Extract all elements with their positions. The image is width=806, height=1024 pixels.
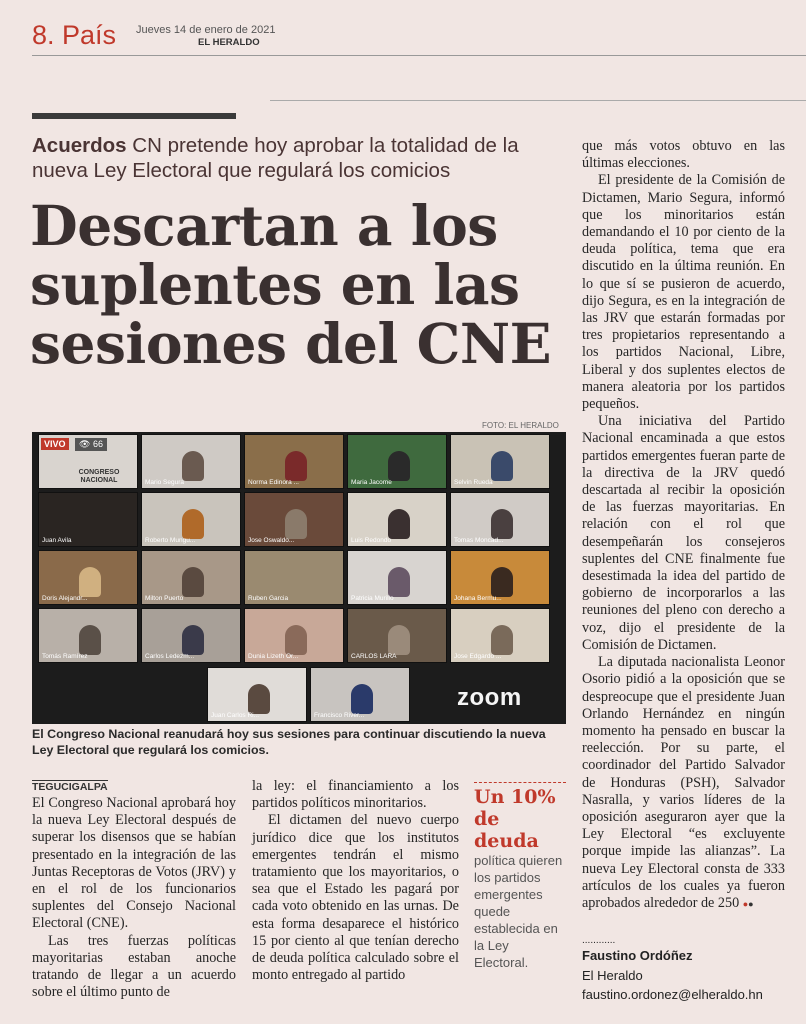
video-tile: Ruben Garcia — [244, 550, 344, 605]
paragraph: Las tres fuerzas políticas mayoritarias estaban anoche tratando de llegar a un acuerdo sobre el último punto de — [32, 932, 236, 1001]
paragraph: la ley: el financiamiento a los partidos políticos minoritarios. — [252, 778, 459, 812]
video-tile: Tomas Moncad... — [450, 492, 550, 547]
video-tile: Milton Puerto — [141, 550, 241, 605]
video-tile: Selvin Rueda — [450, 434, 550, 489]
headline-line-1: Descartan a los — [30, 193, 498, 258]
paragraph: Una iniciativa del Partido Nacional encaminada a que estos partidos emergentes fueran parte de la directiva de la JRV quedó descartada al recibir la oposición de las fuerzas mayoritarias. En relación con el rol que desempeñarán los consejeros suplentes del CNE finalmente fue desestimada la idea del partido de gobierno de incorporarlos a las reuniones del pleno con derecho a voz, dijo el presidente de la Comisión de Dictamen. — [582, 413, 785, 653]
video-tile: Luis Redondo — [347, 492, 447, 547]
paper-name: EL HERALDO — [198, 37, 260, 48]
headline-line-2: suplentes en las — [30, 252, 520, 317]
video-tile: Johana Bermu... — [450, 550, 550, 605]
header-rule — [32, 55, 806, 56]
article-column-2 — [252, 778, 459, 984]
video-tile: Norma Edinora ... — [244, 434, 344, 489]
video-tile: Francisco River... — [310, 667, 410, 722]
zoom-logo: zoom — [457, 684, 522, 711]
photo-credit: FOTO: EL HERALDO — [482, 421, 559, 430]
video-tile: Dunia Lizeth Or... — [244, 608, 344, 663]
video-tile: Mario Segura — [141, 434, 241, 489]
dateline: TEGUCIGALPA — [32, 781, 108, 793]
video-tile: Juan Carlos Ri... — [207, 667, 307, 722]
video-tile: Jose Oswaldo... — [244, 492, 344, 547]
video-tile: Juan Avila — [38, 492, 138, 547]
article-column-1 — [32, 795, 236, 1001]
author-email: faustino.ordonez@elheraldo.hn — [582, 987, 763, 1002]
viewer-count: 👁 66 — [75, 438, 107, 451]
kicker-tag: Acuerdos — [32, 134, 127, 157]
video-tile: Doris Alejandr... — [38, 550, 138, 605]
article-column-3 — [582, 138, 785, 913]
paragraph: El presidente de la Comisión de Dictamen, Mario Segura, informó que los minoritarios están demandando el 10 por ciento de la deuda política, tema que era discutido en la última reunión. En lo que sí se pusieron de acuerdo, dijo Segura, es en la integración de las JRV que estarán formadas por tres propietarios representando a los partidos Nacional, Libre, Liberal y dos suplentes electos de manera aleatoria por los partidos pequeños. — [582, 172, 785, 413]
video-tile-logo — [38, 434, 138, 489]
author-outlet: El Heraldo — [582, 968, 643, 983]
headline — [30, 193, 570, 376]
video-tile: CARLOS LARA — [347, 608, 447, 663]
video-tile: Maria Jacome — [347, 434, 447, 489]
video-tile: Patricia Murillo — [347, 550, 447, 605]
end-marks-icon: ● — [742, 898, 749, 909]
video-tile: Carlos Ledezm... — [141, 608, 241, 663]
author-name: Faustino Ordóñez — [582, 948, 693, 963]
paragraph: El Congreso Nacional aprobará hoy la nueva Ley Electoral después de superar los disensos que se habían presentado en la integración de las Juntas Receptoras de Votos (JRV) y en el rol de los funcionarios suplentes del Consejo Nacional Electoral (CNE). — [32, 795, 236, 932]
byline-dots: ............ — [582, 935, 616, 946]
video-tile: Jose Edgardo ... — [450, 608, 550, 663]
headline-line-3: sesiones del CNE — [30, 311, 552, 376]
photo-caption: El Congreso Nacional reanudará hoy sus sesiones para continuar discutiendo la nueva Ley Electoral que regulará los comicios. — [32, 727, 546, 757]
pullquote — [474, 782, 566, 971]
video-tile: Tomás Ramírez — [38, 608, 138, 663]
section-title: 8. País — [32, 20, 117, 50]
kicker-text: CN pretende hoy aprobar la totalidad de la nueva Ley Electoral que regulará los comicios — [32, 134, 519, 182]
kicker-bar — [32, 113, 236, 119]
live-badge: VIVO — [41, 438, 69, 450]
paragraph: La diputada nacionalista Leonor Osorio pidió a la oposición que se despreocupe que el presidente Juan Orlando Hernández en ningún momento ha pensado en buscar la reelección. Por su parte, el coordinador del Partido Salvador de Honduras (PSH), Salvador Nasralla, y varios líderes de la oposición aseguraron ayer que la Ley Electoral “es excluyente porque impide las alianzas”. La nueva Ley Electoral consta de 333 artículos de los cuales ya fueron aprobados alrededor de 250 ●● — [582, 654, 785, 911]
video-tile: Roberto Mungu... — [141, 492, 241, 547]
zoom-photo — [32, 432, 566, 724]
pullquote-text: política quieren los partidos emergentes quede establecida en la Ley Electoral. — [474, 853, 563, 970]
pullquote-figure: Un 10% de deuda — [474, 786, 556, 852]
paragraph: que más votos obtuvo en las últimas elecciones. — [582, 138, 785, 172]
paragraph: El dictamen del nuevo cuerpo jurídico dice que los institutos emergentes tendrán el mismo tratamiento que los mayoritarios, o sea que el Estado les pagará por cada voto obtenido en las urnas. De esta forma desaparece el histórico 15 por ciento al que tenían derecho de deuda política calculado sobre el monto entregado al partido — [252, 812, 459, 984]
kicker — [32, 133, 567, 183]
congress-logo: CONGRESO NACIONAL — [78, 469, 120, 484]
issue-date: Jueves 14 de enero de 2021 — [136, 24, 276, 36]
top-rule — [270, 100, 806, 101]
byline — [582, 936, 792, 1004]
